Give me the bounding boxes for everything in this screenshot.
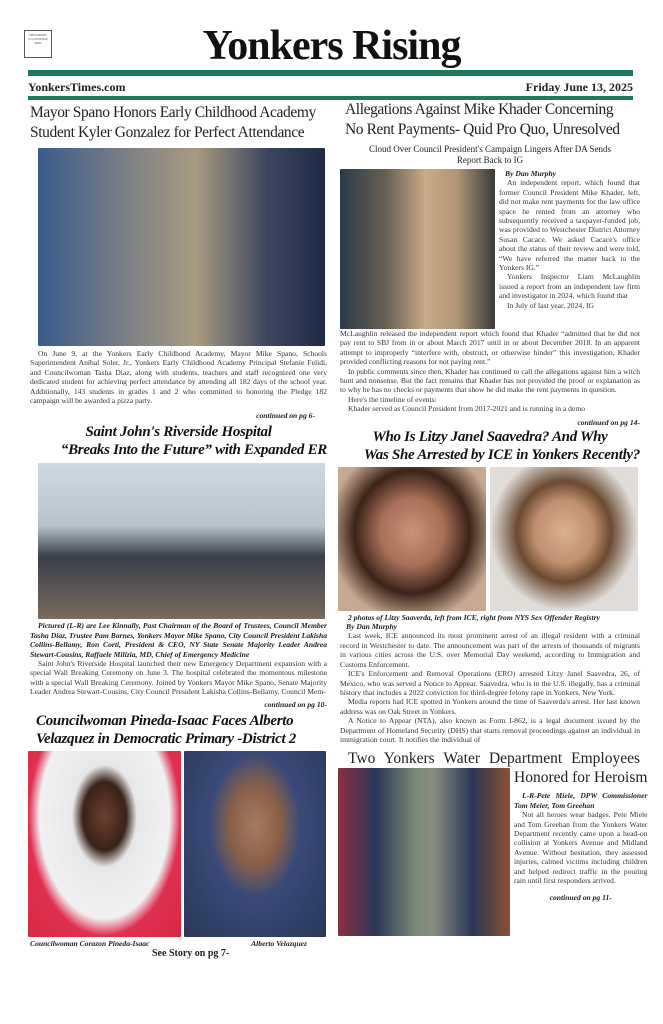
continued-link[interactable]: continued on pg 11- (549, 893, 612, 903)
issue-date: Friday June 13, 2025 (525, 80, 633, 94)
byline: By Dan Murphy (505, 169, 557, 178)
khader-photo (340, 169, 495, 329)
ice-photos (338, 467, 640, 611)
khader-body: McLaughlin released the independent report which found that Khader “admitted that he did not pay rent to SBJ from in or about March 2017 until in or about December 2018. In an apparent attempt to improperly “interfere with, obstruct, or otherwise hinder” this investigation, Khader provided conflicting reasons for not paying rent.” In public comments since then, Khader has continued to call the allegations against him a witch hunt and nonsense. But the fact remains that Khader has not provided the proof or explanation as to why he has no checks or payments that show he did make the rent payments in question. Here's the timeline of events: Khader served as Council President from 2017-2021 and is running in a demo (340, 329, 640, 414)
headline: Saint John's Riverside Hospital (85, 424, 272, 441)
velazquez-photo (184, 751, 326, 937)
right-column (340, 100, 648, 936)
headline: “Breaks Into the Future” with Expanded ER (60, 442, 327, 459)
hospital-photo (38, 463, 325, 619)
postage-stamp: PRESORTED U.S. POSTAGE PAID (24, 30, 52, 58)
attendance-photo (38, 148, 325, 346)
headline: Mayor Spano Honors Early Childhood Academy (30, 104, 316, 121)
attendance-body: On June 9, at the Yonkers Early Childhood Academy, Mayor Mike Spano, Schools Superintendent Aníbal Soler, Jr., Yonkers Early Childhood Academy Principal Stefanie Felidi, and Councilwoman Tasha Diaz, along with students, teachers and staff recognized one very dedicated student for achieving perfect attendance by attending all 182 days of the school year. Additionally, 143 students in grades 1 and 2 who committed to honoring the Pledge 182 campaign will be awarded a pizza party. (30, 349, 327, 406)
water-row (340, 768, 648, 936)
primary-captions (30, 939, 327, 948)
website-link[interactable]: YonkersTimes.com (28, 80, 126, 94)
khader-subhead: Cloud Over Council President's Campaign Lingers After DA Sends Report Back to IG (368, 144, 612, 165)
water-headline-1: Two Yonkers Water Department Employees (348, 750, 640, 768)
headline: Was She Arrested by ICE in Yonkers Recently? (363, 446, 640, 463)
water-caption: L-R-Pete Miele, DPW Commissioner Tom Meier, Tom Greehan (514, 791, 648, 810)
article-hospital-headline (30, 423, 327, 459)
caption-right: Alberto Velazquez (251, 938, 307, 948)
water-photo (338, 768, 510, 936)
headline: Allegations Against Mike Khader Concerning (345, 101, 614, 118)
caption-left: Councilwoman Corazon Pineda-Isaac (30, 938, 150, 948)
khader-body-side: By Dan Murphy An independent report, which found that former Council President Mike Khader, left, did not make rent payments for the law office space he rented from an attorney who subsequently received a taxpayer-funded job, was provided to Westchester District Attorney Susan Cacace. We asked Cacace's office about the status of their review and were told, “We have referred the matter back to the Yonkers IG.” Yonkers Inspector Liam McLaughlin issued a report from an independent law firm and investigator in 2024, which found that In July of last year, 2024, IG (499, 169, 640, 310)
see-story-link[interactable]: See Story on pg 7- (152, 948, 230, 960)
headline: Councilwoman Pineda-Isaac Faces Alberto (36, 712, 294, 729)
masthead-rule (28, 70, 633, 76)
article-primary-headline (30, 712, 327, 748)
water-headline-2: Honored for Heroism (514, 769, 648, 787)
left-column (30, 103, 327, 959)
hospital-caption: Pictured (L-R) are Lee Kinnally, Past Chairman of the Board of Trustees, Council Member Tasha Diaz, Trustee Pam Barnes, Yonkers Mayor Mike Spano, City Council President Lakisha Collins-Bellamy, Ron Corti, President & CEO, NY State Senate Majority Leader Andrea Stewart-Cousins, Raffaele Milizia, MD, Chief of Emergency Medicine (30, 621, 327, 659)
primary-photos (28, 751, 327, 937)
article-khader-headline (340, 100, 640, 140)
continued-link[interactable]: continued on pg 10- (264, 699, 327, 709)
ice-caption: 2 photos of Litzy Saaverda, left from ICE, right from NYS Sex Offender Registry (348, 612, 600, 622)
headline: Student Kyler Gonzalez for Perfect Attendance (30, 124, 305, 141)
pineda-isaac-photo (28, 751, 181, 937)
hospital-body: Saint John's Riverside Hospital launched their new Emergency Department expansion with a special Wall Breaking Ceremony on June 3. The hospital celebrated the momentous milestone with a special Wall Breaking Ceremony. Joined by Yonkers Mayor Mike Spano, Senate Majority Leader Andrea Stewart-Cousins, City Council President Lakisha Collins-Bellamy, Council Mem- (30, 659, 327, 697)
continued-link[interactable]: continued on pg 6- (256, 411, 315, 421)
saavedra-registry-photo (490, 467, 638, 611)
headline: Velazquez in Democratic Primary -District 2 (36, 730, 297, 747)
khader-row (340, 169, 640, 329)
article-attendance-headline (30, 103, 327, 143)
water-text (514, 768, 647, 903)
masthead-title: Yonkers Rising (202, 23, 461, 69)
water-body: Not all heroes wear badges. Pete Miele and Tom Greehan from the Yonkers Water Department recently came upon a head-on collision at Yonkers Avenue and Midland Avenue. Without hesitation, they assessed injuries, calmed victims including children and helped redirect traffic in the pouring rain until first responders arrived. (514, 810, 648, 885)
headline: Who Is Litzy Janel Saavedra? And Why (372, 428, 608, 445)
byline: By Dan Murphy (346, 622, 398, 632)
saavedra-ice-photo (338, 467, 486, 611)
article-ice-headline (340, 428, 640, 464)
ice-body: By Dan Murphy Last week, ICE announced its most prominent arrest of an illegal resident with a criminal record in Westchester to date. The announcement was part of the arrests of thousands of migrants in various cities across the U.S. over Memorial Day weekend, according to Immigration and Customs Enforcement. ICE's Enforcement and Removal Operations (ERO) arrested Litzy Janel Saavedra, 26, of Mexico, who was served a Notice to Appear. Saavedra, who is in the U.S. illegally, has a criminal history that includes a 2022 conviction for third-degree felony rape in Yonkers, New York. Media reports had ICE spotted in Yonkers around the time of Saaverda's arrest. Her last known address was on Oak Street in Yonkers. A Notice to Appear (NTA), also known as Form I-862, is a legal document issued by the Department of Homeland Security (DHS) that starts removal proceedings against an individual in immigration court. It notifies the individual of (340, 622, 640, 744)
headline: No Rent Payments- Quid Pro Quo, Unresolved (345, 121, 620, 138)
continued-link[interactable]: continued on pg 14- (577, 417, 640, 427)
